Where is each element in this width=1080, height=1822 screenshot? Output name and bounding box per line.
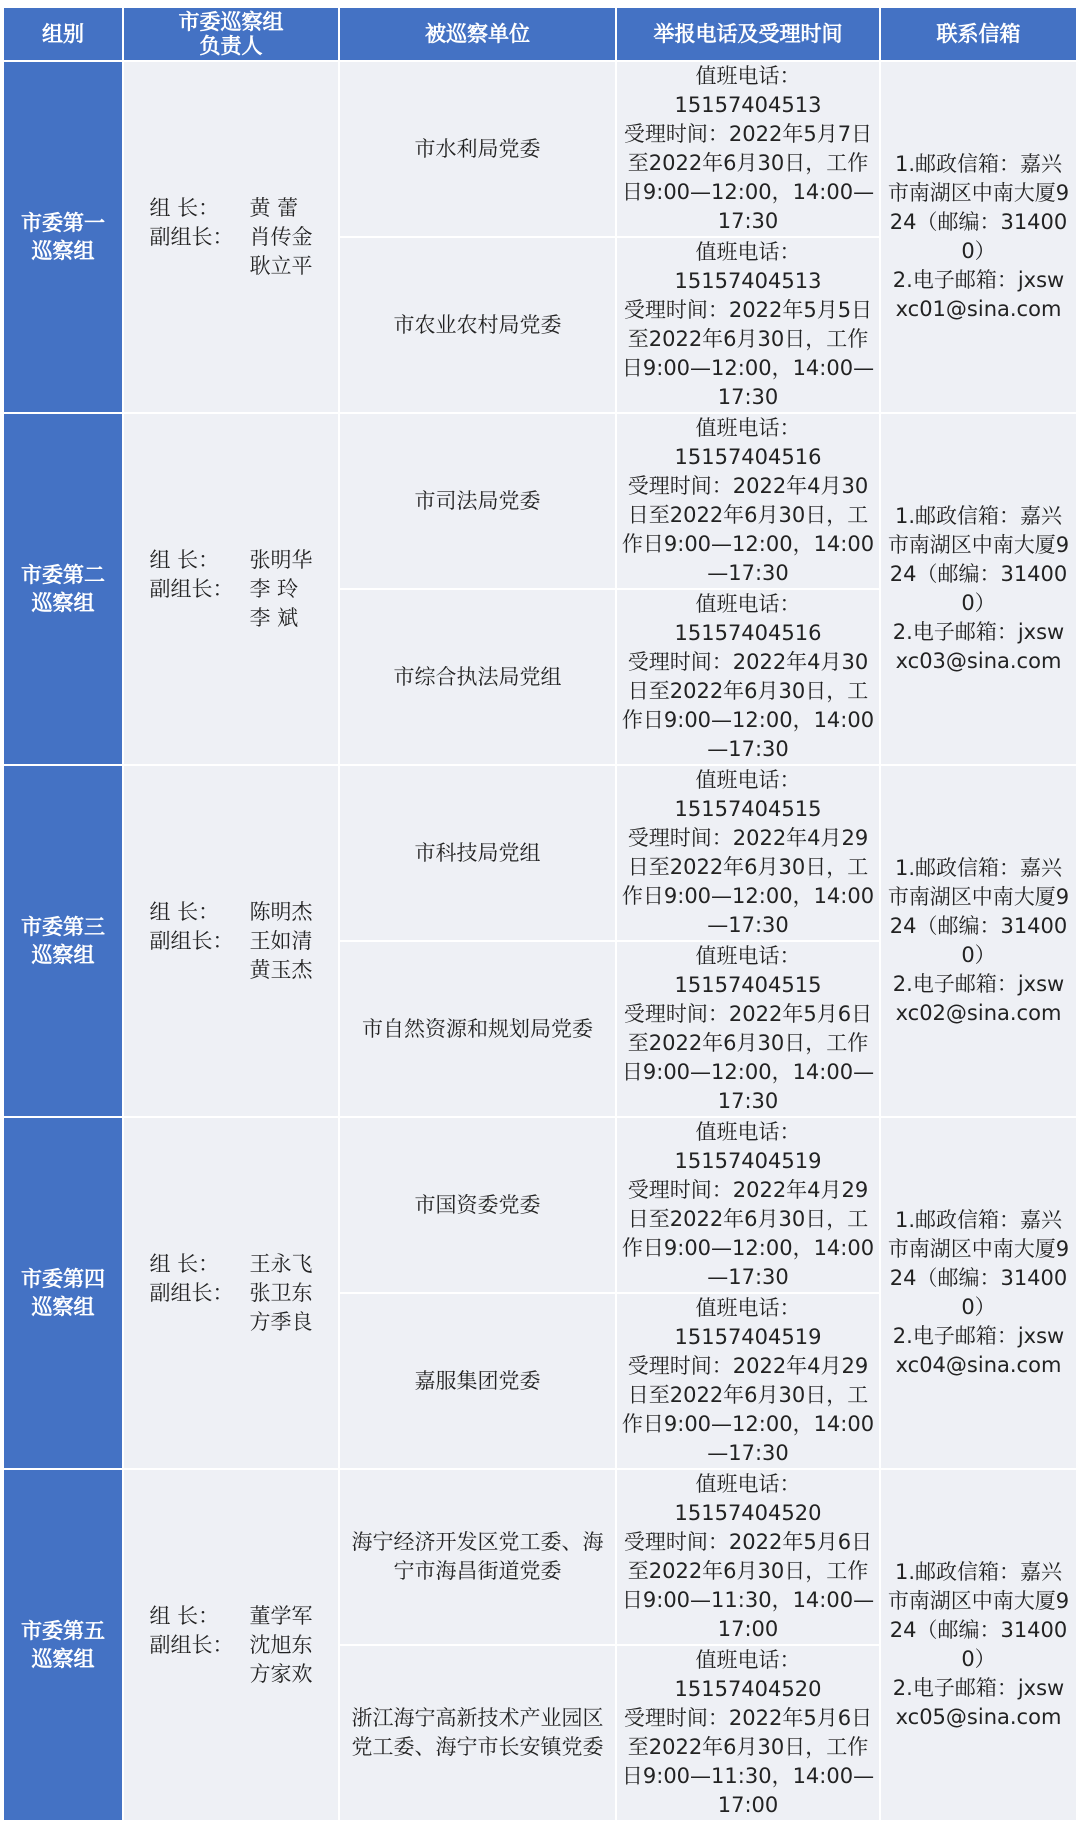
deputy-name: 李 斌 <box>249 605 299 630</box>
leader-line <box>150 194 313 223</box>
leaders-cell <box>123 765 339 1117</box>
group-name: 市委第一 巡察组 <box>3 61 123 413</box>
hotline-cell <box>616 589 880 765</box>
acceptance-time: 受理时间：2022年4月29日至2022年6月30日，工作日9:00—12:00，14:00—17:30 <box>621 1178 875 1289</box>
header-leader-text: 市委巡察组 负责人 <box>178 10 284 58</box>
leader-name: 陈明杰 <box>249 899 313 924</box>
acceptance-time: 受理时间：2022年5月6日至2022年6月30日，工作日9:00—12:00，14:00—17:30 <box>621 1002 875 1113</box>
acceptance-time: 受理时间：2022年5月5日至2022年6月30日，工作日9:00—12:00，14:00—17:30 <box>621 298 875 409</box>
hotline-phone: 15157404513 <box>674 269 822 293</box>
deputy-line <box>150 1279 313 1308</box>
deputy-line <box>150 1308 313 1337</box>
hotline-phone: 15157404520 <box>674 1677 822 1701</box>
group-name: 市委第二 巡察组 <box>3 413 123 765</box>
deputy-label: 副组长： <box>149 928 234 953</box>
unit-name: 市综合执法局党组 <box>339 589 616 765</box>
hotline-label: 值班电话： <box>695 1120 801 1144</box>
deputy-name: 肖传金 <box>249 224 313 249</box>
leaders-cell <box>123 1117 339 1469</box>
hotline-label: 值班电话： <box>695 1296 801 1320</box>
unit-name: 市司法局党委 <box>339 413 616 589</box>
unit-name: 海宁经济开发区党工委、海宁市海昌街道党委 <box>339 1469 616 1645</box>
hotline-cell <box>616 1469 880 1645</box>
deputy-line <box>150 1660 313 1689</box>
table-row <box>3 413 1077 589</box>
hotline-phone: 15157404515 <box>674 973 822 997</box>
mailbox-cell: 1.邮政信箱：嘉兴市南湖区中南大厦924（邮编：314000） 2.电子邮箱：jxswxc02@sina.com <box>880 765 1077 1117</box>
leaders-block <box>150 1250 313 1337</box>
header-leader <box>123 7 339 61</box>
leaders-cell <box>123 1469 339 1821</box>
hotline-cell <box>616 1117 880 1293</box>
group-name: 市委第五 巡察组 <box>3 1469 123 1821</box>
deputy-name: 李 玲 <box>249 576 299 601</box>
hotline-phone: 15157404519 <box>674 1149 822 1173</box>
deputy-name: 张卫东 <box>249 1280 313 1305</box>
deputy-name: 黄玉杰 <box>249 957 313 982</box>
table-row <box>3 765 1077 941</box>
leaders-cell <box>123 413 339 765</box>
table-row <box>3 61 1077 237</box>
hotline-phone: 15157404515 <box>674 797 822 821</box>
acceptance-time: 受理时间：2022年5月7日至2022年6月30日，工作日9:00—12:00，14:00—17:30 <box>621 122 875 233</box>
hotline-cell <box>616 61 880 237</box>
leader-label: 组 长： <box>149 1251 220 1276</box>
leaders-cell <box>123 61 339 413</box>
mailbox-cell: 1.邮政信箱：嘉兴市南湖区中南大厦924（邮编：314000） 2.电子邮箱：jxswxc03@sina.com <box>880 413 1077 765</box>
hotline-label: 值班电话： <box>695 1648 801 1672</box>
deputy-line <box>150 956 313 985</box>
deputy-label: 副组长： <box>149 1280 234 1305</box>
hotline-label: 值班电话： <box>695 64 801 88</box>
acceptance-time: 受理时间：2022年5月6日至2022年6月30日，工作日9:00—11:30，14:00—17:00 <box>621 1706 875 1817</box>
deputy-label: 副组长： <box>149 576 234 601</box>
acceptance-time: 受理时间：2022年4月29日至2022年6月30日，工作日9:00—12:00，14:00—17:30 <box>621 1354 875 1465</box>
hotline-cell <box>616 1293 880 1469</box>
mailbox-cell: 1.邮政信箱：嘉兴市南湖区中南大厦924（邮编：314000） 2.电子邮箱：jxswxc01@sina.com <box>880 61 1077 413</box>
acceptance-time: 受理时间：2022年4月30日至2022年6月30日，工作日9:00—12:00，14:00—17:30 <box>621 650 875 761</box>
leader-label: 组 长： <box>149 547 220 572</box>
leaders-block <box>150 194 313 281</box>
deputy-line <box>150 604 313 633</box>
table-row <box>3 1117 1077 1293</box>
unit-name: 浙江海宁高新技术产业园区党工委、海宁市长安镇党委 <box>339 1645 616 1821</box>
hotline-phone: 15157404519 <box>674 1325 822 1349</box>
leader-name: 王永飞 <box>249 1251 313 1276</box>
hotline-label: 值班电话： <box>695 768 801 792</box>
unit-name: 市农业农村局党委 <box>339 237 616 413</box>
acceptance-time: 受理时间：2022年4月30日至2022年6月30日，工作日9:00—12:00，14:00—17:30 <box>621 474 875 585</box>
header-row <box>3 7 1077 61</box>
hotline-cell <box>616 1645 880 1821</box>
leader-line <box>150 1602 313 1631</box>
leaders-block <box>150 546 313 633</box>
hotline-phone: 15157404520 <box>674 1501 822 1525</box>
deputy-label: 副组长： <box>149 224 234 249</box>
deputy-label: 副组长： <box>149 1632 234 1657</box>
deputy-line <box>150 575 313 604</box>
hotline-cell <box>616 765 880 941</box>
leaders-block <box>150 898 313 985</box>
leader-line <box>150 898 313 927</box>
header-hotline: 举报电话及受理时间 <box>616 7 880 61</box>
leader-line <box>150 546 313 575</box>
acceptance-time: 受理时间：2022年4月29日至2022年6月30日，工作日9:00—12:00，14:00—17:30 <box>621 826 875 937</box>
deputy-line <box>150 223 313 252</box>
group-name: 市委第四 巡察组 <box>3 1117 123 1469</box>
header-group: 组别 <box>3 7 123 61</box>
deputy-line <box>150 927 313 956</box>
leader-name: 张明华 <box>249 547 313 572</box>
hotline-cell <box>616 413 880 589</box>
deputy-name: 耿立平 <box>249 253 313 278</box>
deputy-name: 沈旭东 <box>249 1632 313 1657</box>
table-body <box>3 61 1077 1821</box>
acceptance-time: 受理时间：2022年5月6日至2022年6月30日，工作日9:00—11:30，14:00—17:00 <box>621 1530 875 1641</box>
unit-name: 市水利局党委 <box>339 61 616 237</box>
hotline-label: 值班电话： <box>695 944 801 968</box>
mailbox-cell: 1.邮政信箱：嘉兴市南湖区中南大厦924（邮编：314000） 2.电子邮箱：jxswxc05@sina.com <box>880 1469 1077 1821</box>
deputy-name: 方家欢 <box>249 1661 313 1686</box>
leader-label: 组 长： <box>149 195 220 220</box>
inspection-table <box>2 6 1078 1822</box>
hotline-label: 值班电话： <box>695 1472 801 1496</box>
unit-name: 市国资委党委 <box>339 1117 616 1293</box>
unit-name: 市科技局党组 <box>339 765 616 941</box>
leader-label: 组 长： <box>149 1603 220 1628</box>
group-name: 市委第三 巡察组 <box>3 765 123 1117</box>
hotline-cell <box>616 237 880 413</box>
table-row <box>3 1469 1077 1645</box>
leader-label: 组 长： <box>149 899 220 924</box>
hotline-label: 值班电话： <box>695 240 801 264</box>
unit-name: 市自然资源和规划局党委 <box>339 941 616 1117</box>
leaders-block <box>150 1602 313 1689</box>
hotline-phone: 15157404513 <box>674 93 822 117</box>
deputy-name: 方季良 <box>249 1309 313 1334</box>
hotline-phone: 15157404516 <box>674 445 822 469</box>
hotline-phone: 15157404516 <box>674 621 822 645</box>
leader-name: 黄 蕾 <box>249 195 299 220</box>
leader-line <box>150 1250 313 1279</box>
leader-name: 董学军 <box>249 1603 313 1628</box>
header-unit: 被巡察单位 <box>339 7 616 61</box>
unit-name: 嘉服集团党委 <box>339 1293 616 1469</box>
deputy-name: 王如清 <box>249 928 313 953</box>
hotline-label: 值班电话： <box>695 592 801 616</box>
hotline-cell <box>616 941 880 1117</box>
header-mail: 联系信箱 <box>880 7 1077 61</box>
hotline-label: 值班电话： <box>695 416 801 440</box>
mailbox-cell: 1.邮政信箱：嘉兴市南湖区中南大厦924（邮编：314000） 2.电子邮箱：jxswxc04@sina.com <box>880 1117 1077 1469</box>
deputy-line <box>150 252 313 281</box>
deputy-line <box>150 1631 313 1660</box>
